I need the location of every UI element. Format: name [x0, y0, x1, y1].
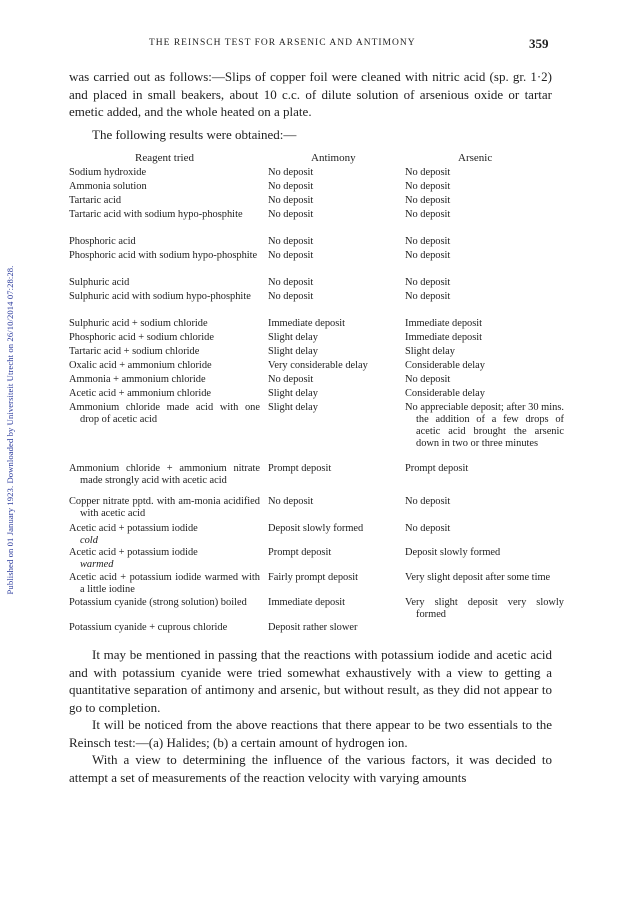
reagent-text: Acetic acid + potassium iodide warmed with a little iodine — [69, 572, 260, 595]
reagent-cell — [69, 167, 260, 179]
reagent-cell — [69, 496, 260, 520]
antimony-result: No deposit — [268, 236, 314, 247]
antimony-result: Deposit slowly formed — [268, 523, 364, 534]
arsenic-result: Immediate deposit — [405, 332, 483, 343]
arsenic-result: No deposit — [405, 374, 451, 385]
reagent-cell — [69, 236, 260, 248]
paragraph-essentials: It will be noticed from the above reactions that there appear to be two essentials to the Reinsch test:—(a) Halides; (b) a certain amount of hydrogen ion. — [69, 717, 552, 750]
antimony-result: No deposit — [268, 181, 314, 192]
arsenic-result: No deposit — [405, 167, 451, 178]
reagent-cell — [69, 572, 260, 596]
reagent-cell — [69, 360, 260, 372]
reagent-text: Potassium cyanide (strong solution) boiled — [69, 597, 247, 608]
reagent-cell — [69, 597, 260, 609]
antimony-result: Immediate deposit — [268, 318, 346, 329]
running-title: THE REINSCH TEST FOR ARSENIC AND ANTIMONY — [149, 38, 416, 48]
antimony-result: Prompt deposit — [268, 463, 332, 474]
reagent-cell — [69, 181, 260, 193]
antimony-result: Slight delay — [268, 388, 318, 399]
antimony-result: Slight delay — [268, 402, 318, 413]
page-number: 359 — [529, 36, 549, 51]
reagent-text: Phosphoric acid with sodium hypo-phosphite — [69, 250, 258, 261]
reagent-text: Sulphuric acid with sodium hypo-phosphite — [69, 291, 251, 302]
reagent-cell — [69, 332, 260, 344]
antimony-result: Slight delay — [268, 346, 318, 357]
reagent-cell — [69, 374, 260, 386]
reagent-text: Ammonia + ammonium chloride — [69, 374, 206, 385]
arsenic-result: No deposit — [405, 209, 451, 220]
antimony-result: Fairly prompt deposit — [268, 572, 359, 583]
antimony-result: No deposit — [268, 250, 314, 261]
reagent-cell — [69, 463, 260, 487]
reagent-cell — [69, 388, 260, 400]
column-header-reagent: Reagent tried — [135, 152, 194, 164]
reagent-text: Ammonium chloride + ammonium nitrate made strongly acid with acetic acid — [69, 463, 260, 486]
reagent-text: Tartaric acid + sodium chloride — [69, 346, 200, 357]
reagent-condition: cold — [80, 535, 98, 546]
reagent-text: Tartaric acid — [69, 195, 122, 206]
publication-stamp — [3, 200, 17, 660]
reagent-cell — [69, 402, 260, 426]
antimony-result: No deposit — [268, 167, 314, 178]
reagent-cell — [69, 346, 260, 358]
reagent-text: Acetic acid + ammonium chloride — [69, 388, 212, 399]
reagent-cell — [69, 622, 260, 634]
arsenic-result: No deposit — [405, 195, 451, 206]
arsenic-result: No deposit — [405, 236, 451, 247]
reagent-cell — [69, 209, 260, 221]
results-lead: The following results were obtained:— — [92, 127, 297, 142]
reagent-text: Oxalic acid + ammonium chloride — [69, 360, 212, 371]
arsenic-result: No deposit — [405, 277, 451, 288]
reagent-text: Tartaric acid with sodium hypo-phosphite — [69, 209, 243, 220]
paragraph-velocity: With a view to determining the influence of the various factors, it was decided to attempt a set of measurements of the reaction velocity with varying amounts — [69, 752, 552, 785]
reagent-text: Sodium hydroxide — [69, 167, 147, 178]
arsenic-result: Considerable delay — [405, 388, 485, 399]
arsenic-result: No deposit — [405, 291, 451, 302]
arsenic-result: Prompt deposit — [405, 463, 469, 474]
arsenic-result: No deposit — [405, 496, 451, 507]
reagent-cell — [69, 277, 260, 289]
reagent-text: Potassium cyanide + cuprous chloride — [69, 622, 228, 633]
antimony-result: No deposit — [268, 209, 314, 220]
antimony-result: No deposit — [268, 374, 314, 385]
antimony-result: No deposit — [268, 195, 314, 206]
reagent-cell — [69, 318, 260, 330]
antimony-result: Deposit rather slower — [268, 622, 358, 633]
reagent-cell — [69, 195, 260, 207]
reagent-text: Ammonium chloride made acid with one drop of acetic acid — [69, 402, 260, 425]
reagent-cell — [69, 523, 260, 547]
reagent-text: Phosphoric acid — [69, 236, 136, 247]
antimony-result: Immediate deposit — [268, 597, 346, 608]
reagent-cell — [69, 250, 260, 262]
antimony-result: No deposit — [268, 496, 314, 507]
arsenic-result: No deposit — [405, 181, 451, 192]
arsenic-result: No deposit — [405, 523, 451, 534]
antimony-result: No deposit — [268, 291, 314, 302]
publication-stamp-text: Published on 01 January 1923. Downloaded by Universiteit Utrecht on 26/10/2014 07:28:28. — [5, 265, 15, 595]
arsenic-result: Slight delay — [405, 346, 455, 357]
arsenic-result: Immediate deposit — [405, 318, 483, 329]
arsenic-result: Very slight deposit after some time — [405, 572, 551, 583]
column-header-antimony: Antimony — [311, 152, 356, 164]
arsenic-result: Considerable delay — [405, 360, 485, 371]
arsenic-result: No appreciable deposit; after 30 mins. the addition of a few drops of acetic acid brought the arsenic down in two or three minutes — [405, 402, 564, 449]
column-header-arsenic: Arsenic — [458, 152, 493, 164]
reagent-text: Sulphuric acid + sodium chloride — [69, 318, 208, 329]
reagent-condition: warmed — [80, 559, 114, 570]
reagent-cell — [69, 547, 260, 571]
reagent-cell — [69, 291, 260, 303]
reagent-text: Phosphoric acid + sodium chloride — [69, 332, 214, 343]
reagent-text: Ammonia solution — [69, 181, 147, 192]
arsenic-result: No deposit — [405, 250, 451, 261]
reagent-text: Acetic acid + potassium iodide — [69, 547, 198, 558]
antimony-result: Slight delay — [268, 332, 318, 343]
reagent-text: Acetic acid + potassium iodide — [69, 523, 198, 534]
arsenic-result: Deposit slowly formed — [405, 547, 501, 558]
antimony-result: Very considerable delay — [268, 360, 368, 371]
paragraph-passing-note: It may be mentioned in passing that the reactions with potassium iodide and acetic acid and with potassium cyanide were tried somewhat exhaustively with a view to getting a quantitative separation of antimony and arsenic, but without result, as they did not appear to go to completion. — [69, 647, 552, 715]
reagent-text: Copper nitrate pptd. with am-monia acidified with acetic acid — [69, 496, 260, 519]
intro-paragraph: was carried out as follows:—Slips of copper foil were cleaned with nitric acid (sp. gr. 1·2) and placed in small beakers, about 10 c.c. of dilute solution of arsenious oxide or tartar emetic added, and the whole heated on a plate. — [69, 69, 552, 119]
antimony-result: No deposit — [268, 277, 314, 288]
antimony-result: Prompt deposit — [268, 547, 332, 558]
reagent-text: Sulphuric acid — [69, 277, 130, 288]
arsenic-result: Very slight deposit very slowly formed — [405, 597, 564, 620]
